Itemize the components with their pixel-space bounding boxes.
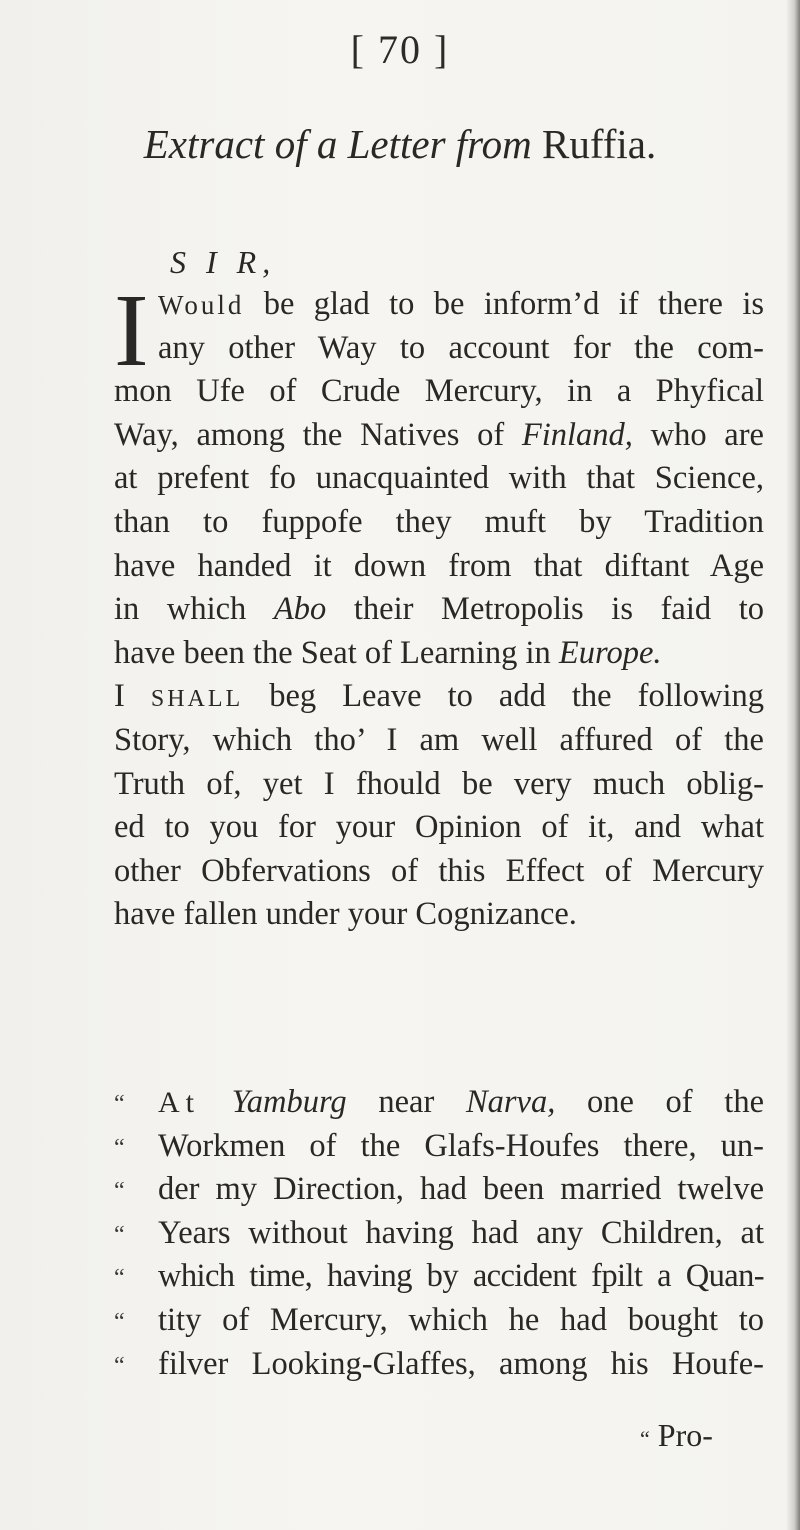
page-number: [ 70 ] bbox=[350, 27, 450, 72]
text-line: I SHALL beg Leave to add the following bbox=[114, 678, 764, 715]
page-edge-shadow bbox=[786, 0, 800, 1530]
page-title bbox=[0, 120, 800, 168]
title-roman: Ruffia. bbox=[541, 121, 657, 167]
text-line: mon Ufe of Crude Mercury, in a Phyfical bbox=[114, 373, 764, 410]
text-line: any other Way to account for the com- bbox=[158, 329, 764, 366]
quote-mark: “ bbox=[114, 1308, 125, 1335]
quote-line: “ tity of Mercury, which he had bought to bbox=[114, 1299, 764, 1343]
text-line: Way, among the Natives of Finland, who are bbox=[114, 416, 764, 453]
salutation: S I R, bbox=[170, 244, 277, 280]
catchword-text: Pro- bbox=[657, 1417, 713, 1453]
text-line: ed to you for your Opinion of it, and what bbox=[114, 809, 764, 846]
text-line: in which Abo their Metropolis is faid to bbox=[114, 591, 764, 628]
catchword bbox=[640, 1417, 713, 1454]
letter-body bbox=[114, 273, 764, 937]
text-line: at prefent fo unacquainted with that Science, bbox=[114, 460, 764, 497]
text-line: have handed it down from that diftant Age bbox=[114, 547, 764, 584]
quote-line: “ At Yamburg near Narva, one of the bbox=[114, 1081, 764, 1125]
quote-mark: “ bbox=[114, 1352, 125, 1379]
title-italic: Extract of a Letter from bbox=[143, 121, 532, 167]
quoted-story bbox=[114, 1081, 764, 1386]
text-line: than to fuppofe they muft by Tradition bbox=[114, 503, 764, 540]
text-line: Truth of, yet I fhould be very much oblig- bbox=[114, 765, 764, 802]
quote-mark: “ bbox=[114, 1091, 125, 1117]
quote-line: “ der my Direction, had been married twelve bbox=[114, 1168, 764, 1212]
quote-line: “ Workmen of the Glafs-Houfes there, un- bbox=[114, 1125, 764, 1169]
text-line: other Obfervations of this Effect of Mercury bbox=[114, 852, 764, 889]
text-line: have fallen under your Cognizance. bbox=[114, 896, 577, 933]
quote-mark: “ bbox=[114, 1178, 125, 1205]
quote-mark: “ bbox=[114, 1221, 125, 1248]
quote-line: “ filver Looking-Glaffes, among his Houfe- bbox=[114, 1343, 764, 1387]
drop-cap: I bbox=[114, 273, 149, 388]
catchword-quote-mark: “ bbox=[640, 1426, 650, 1451]
text-line: Story, which tho’ I am well affured of the bbox=[114, 721, 764, 758]
quote-line: “ which time, having by accident fpilt a Quan- bbox=[114, 1255, 764, 1299]
text-line: have been the Seat of Learning in Europe. bbox=[114, 634, 662, 671]
quote-mark: “ bbox=[114, 1265, 125, 1292]
quote-line: “ Years without having had any Children, at bbox=[114, 1212, 764, 1256]
quote-mark: “ bbox=[114, 1134, 125, 1161]
text-line: Would be glad to be inform’d if there is bbox=[158, 286, 764, 322]
